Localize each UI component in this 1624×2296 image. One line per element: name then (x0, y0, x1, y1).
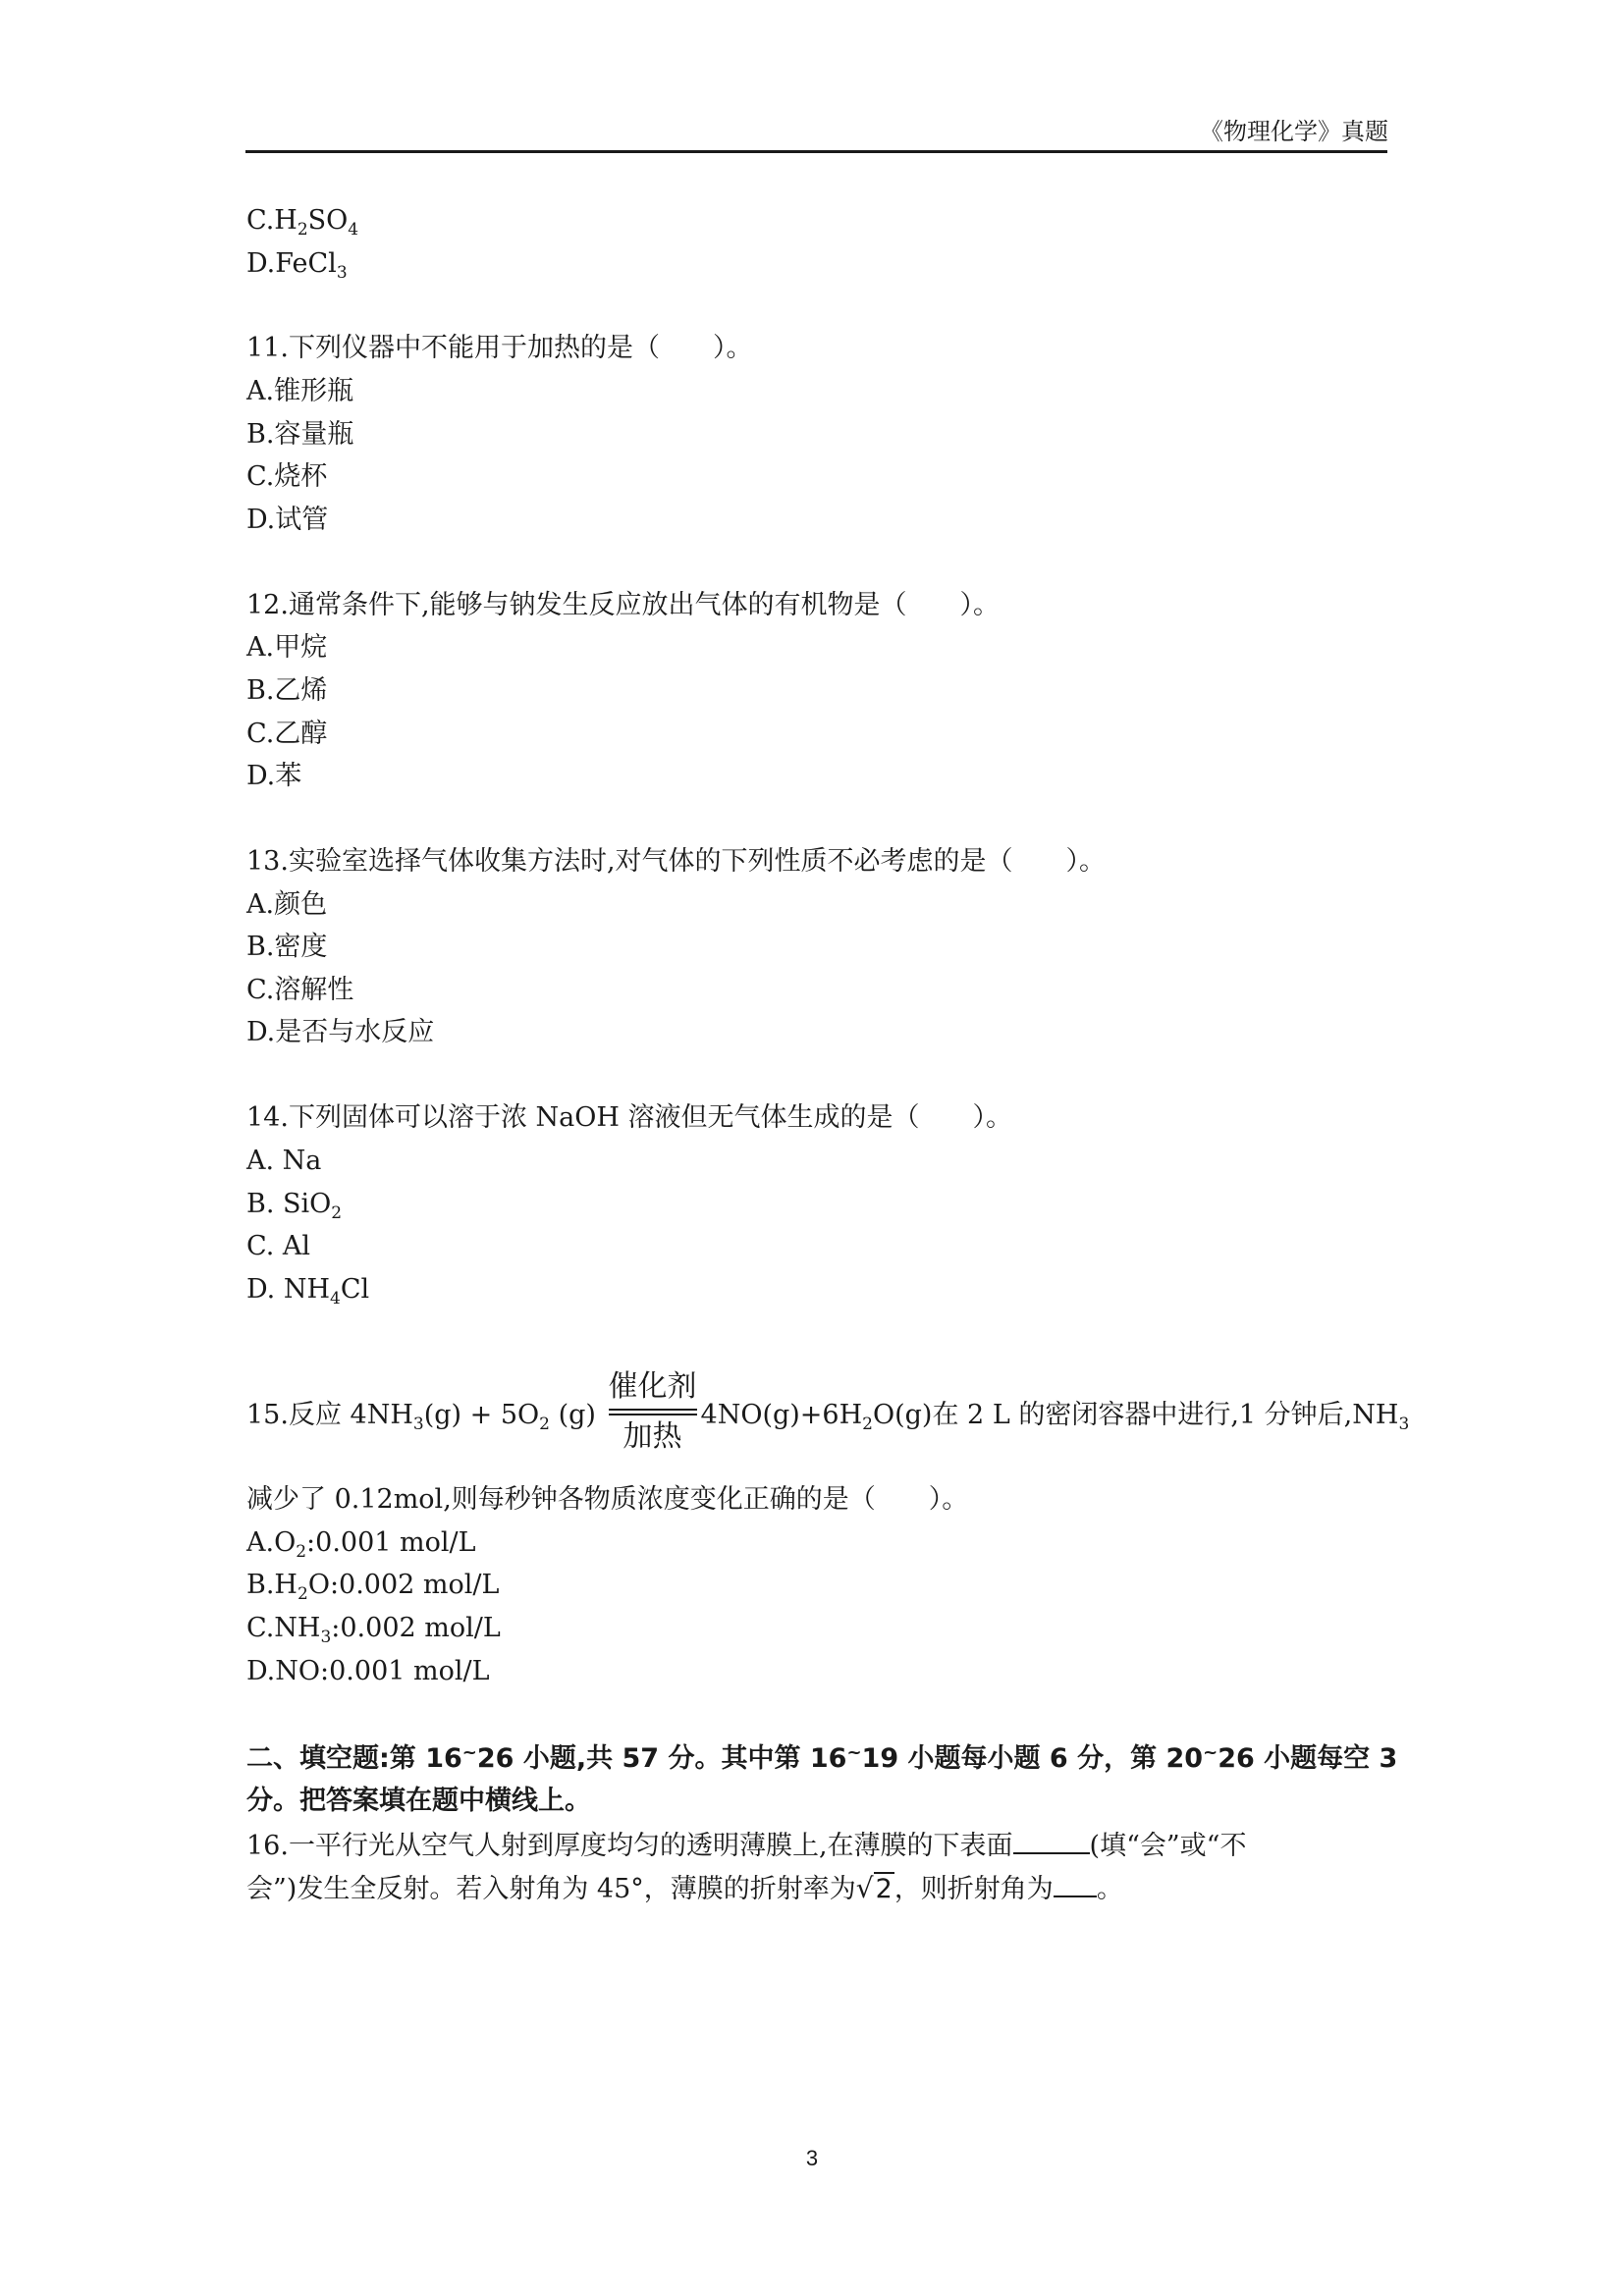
reaction-condition (609, 1369, 697, 1455)
q13-option-d: D.是否与水反应 (246, 1017, 435, 1047)
q12-option-a: A.甲烷 (246, 632, 328, 663)
section2-heading-line1: 二、填空题:第 16~26 小题,共 57 分。其中第 16~19 小题每小题 6 分，第 20~26 小题每空 3 (246, 1742, 1398, 1774)
q13-option-c: C.溶解性 (246, 975, 354, 1005)
q15-option-b: $B.H_2O:0.002$ mol/L (246, 1570, 500, 1604)
answer-blank-1[interactable] (1013, 1825, 1090, 1854)
q14-option-a: A. Na (246, 1146, 322, 1176)
q10-option-c: $C.H_2SO_4$ (246, 205, 359, 240)
q11-option-c: C.烧杯 (246, 461, 328, 492)
q13-stem: 13.实验室选择气体收集方法时,对气体的下列性质不必考虑的是（ ）。 (246, 846, 1107, 877)
reaction-arrow-rule (609, 1409, 697, 1415)
q15-stem-line2: 减少了 0.12mol,则每秒钟各物质浓度变化正确的是（ ）。 (246, 1484, 969, 1515)
q11-option-d: D.试管 (246, 505, 329, 535)
q14-option-b: B. SiO$_2$ (246, 1189, 343, 1223)
answer-blank-2[interactable] (1054, 1868, 1097, 1897)
q11-option-a: A.锥形瓶 (246, 376, 354, 406)
q16-line2: 会”)发生全反射。若入射角为 45°，薄膜的折射率为√2，则折射角为 。 (246, 1868, 1123, 1909)
q15-option-c: $C.NH_3:0.002$ mol/L (246, 1613, 501, 1647)
q15-option-a: $A.O_2:0.001$ mol/L (246, 1527, 476, 1562)
q11-stem: 11.下列仪器中不能用于加热的是（ ）。 (246, 333, 753, 363)
page-number: 3 (805, 2146, 819, 2170)
catalyst-label: 催化剂 (608, 1369, 697, 1404)
q14-stem: 14.下列固体可以溶于浓 NaOH 溶液但无气体生成的是（ ）。 (246, 1102, 1013, 1133)
q12-option-c: C.乙醇 (246, 719, 328, 749)
q12-option-b: B.乙烯 (246, 675, 328, 706)
header-rule (245, 150, 1387, 153)
q10-option-d: D.FeCl$_3$ (246, 248, 348, 283)
q14-option-c: C. Al (246, 1231, 310, 1261)
square-root-sign: √ (855, 1872, 874, 1904)
page-header-title: 《物理化学》真题 (1200, 118, 1388, 145)
q11-option-b: B.容量瓶 (246, 419, 354, 450)
q12-option-d: D.苯 (246, 761, 302, 791)
q15-stem: 15.反应 $4NH_3(g) + 5O_2$ (g) 催化剂 加热 $4NO(g)+6H_2O(g)$在 2 L 的密闭容器中进行,1 分钟后$,NH_3$ (246, 1369, 1410, 1454)
heating-label: 加热 (623, 1419, 682, 1454)
q13-option-b: B.密度 (246, 932, 328, 962)
q13-option-a: A.颜色 (246, 889, 328, 920)
q16-line1: 16.一平行光从空气人射到厚度均匀的透明薄膜上,在薄膜的下表面 (填“会”或“不 (246, 1825, 1246, 1866)
q14-option-d: D. $NH_4Cl$ (246, 1274, 370, 1308)
q12-stem: 12.通常条件下,能够与钠发生反应放出气体的有机物是（ ）。 (246, 590, 1001, 620)
section2-heading-line2: 分。把答案填在题中横线上。 (246, 1786, 591, 1816)
q15-option-d: D.NO:0.001 mol/L (246, 1656, 490, 1686)
square-root-argument: 2 (875, 1874, 893, 1904)
